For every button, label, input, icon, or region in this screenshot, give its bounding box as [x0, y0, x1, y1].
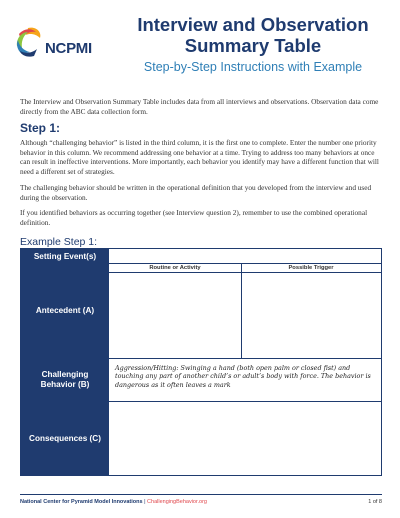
footer-website-link[interactable]: ChallengingBehavior.org	[147, 499, 207, 505]
ncpmi-logo	[14, 24, 104, 64]
setting-events-cell	[109, 249, 381, 263]
page-title: Interview and Observation Summary Table	[137, 14, 369, 56]
page-number: 1 of 8	[368, 499, 382, 505]
step-1-heading: Step 1:	[20, 121, 61, 135]
behavior-definition: Aggression/Hitting: Swinging a hand (both open palm or closed fist) and touching any part of another child’s or adult’s body with force. The behavior is dangerous as it often leaves a mark	[115, 364, 371, 389]
antecedent-label: Antecedent (A)	[21, 264, 109, 358]
setting-events-label: Setting Event(s)	[21, 249, 109, 263]
logo-text: NCPMI	[45, 40, 92, 57]
page-subtitle: Step-by-Step Instructions with Example	[143, 60, 363, 74]
trigger-column-header: Possible Trigger	[241, 263, 381, 273]
step-1-paragraph-2: The challenging behavior should be written in the operational definition that you developed from the interview and used during the observation.	[20, 183, 372, 202]
footer-org	[20, 499, 207, 505]
summary-table	[20, 248, 382, 476]
column-divider	[241, 263, 242, 358]
step-1-paragraph-1: Although “challenging behavior” is listed in the third column, it is the first one to complete. Enter the number one priority behavior in this column. We recommend addressing one behavior at a time. Trying to address too many behaviors at once can result in ineffective interventions. More importantly, each behavior you identify may have a different function that will need a different set of strategies.	[20, 138, 379, 176]
step-1-paragraph-3: If you identified behaviors as occurring together (see Interview question 2), remember to use the combined operational definition.	[20, 208, 368, 227]
footer-rule	[20, 494, 382, 495]
footer-org-name: National Center for Pyramid Model Innovations	[20, 499, 143, 505]
consequences-label: Consequences (C)	[21, 402, 109, 475]
routine-column-header: Routine or Activity	[109, 263, 241, 273]
intro-paragraph: The Interview and Observation Summary Table includes data from all interviews and observations. Observation data come directly from the ABC data collection form.	[20, 97, 379, 116]
challenging-behavior-label: Challenging Behavior (B)	[21, 359, 109, 401]
logo-swirl-icon	[14, 24, 48, 62]
example-heading: Example Step 1:	[20, 236, 98, 248]
footer-separator: |	[144, 499, 146, 505]
